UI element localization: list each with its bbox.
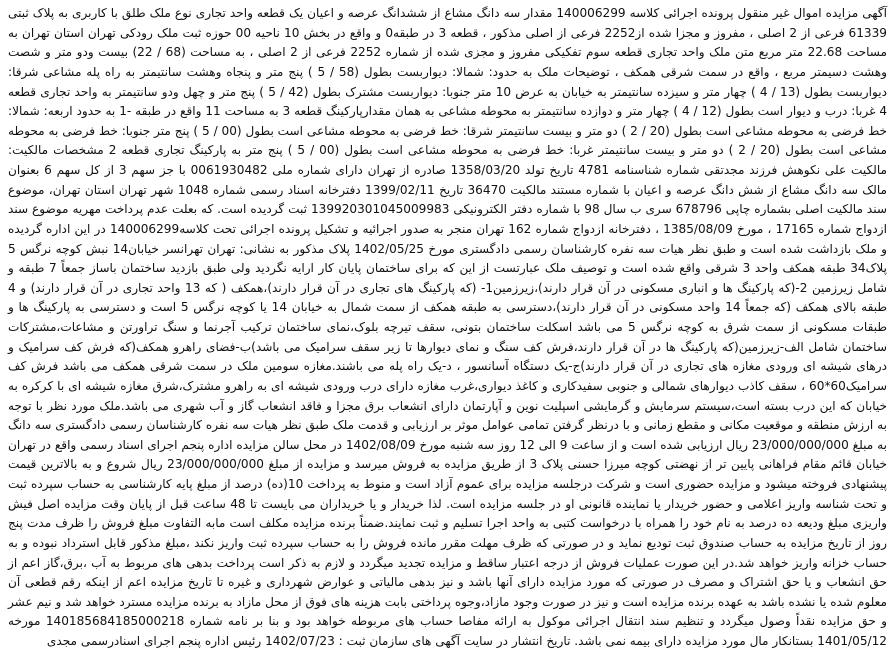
auction-notice-text: آگهی مزایده اموال غیر منقول پرونده اجرائی کلاسه 140006299 مقدار سه دانگ مشاع از ششدانگ عرصه و اعیان یک قطعه واحد تجاری نوع ملک طلق با کاربری به پلاک ثبتی 61339 فرعی از 2 اصلی ، مفروز و مجزا شده از2252 فرعی از اصلی مذکور ، قطعه 3 در طبقه0 و واقع در بخش 10 ناحیه 00 حوزه ثبت ملک رودکی تهران استان تهران به مساحت 22.68 متر مربع متن ملک واحد تجاری قطعه سوم تفکیکی مفروز و مجزی شده از شماره 2252 فرعی از 2 اصلی ، به مساحت (68 / 22) بیست ودو متر و شصت وهشت دسیمتر مربع ، واقع در سمت شرقی همکف ، توضیحات ملک به حدود: شمالا: دیواربست بطول (58 / 5 ) پنج متر و پنجاه وهشت سانتیمتر به راه پله مشاعی شرقا: دیواربست بطول (13 / 4 ) چهار متر و سیزده سانتیمتر به خیابان به عرض 10 متر جنوبا: دیواربست مشترک بطول (42 / 5 ) پنج متر و چهل ودو سانتیمتر به واحد تجاری قطعه 4 غربا: درب و دیوار است بطول (12 / 4 ) چهار متر و دوازده سانتیمتر به محوطه مشاعی به همان مقدارپارکینگ قطعه 3 به مساحت 11 واقع در طبقه -1 به حدود اربعه: شمالا: خط فرضی به محوطه مشاعی است بطول (20 / 2 ) دو متر و بیست سانتیمتر شرقا: خط فرضی به محوطه مشاعی است بطول (00 / 5 ) پنج متر جنوبا: خط فرضی به محوطه مشاعی است بطول (20 / 2 ) دو متر و بیست سانتیمتر غربا: خط فرضی به محوطه مشاعی است بطول (00 / 5 ) پنج متر به پارکینگ تجاری قطعه 2 مشخصات مالکیت: مالکیت علی نکوهش فرزند مجدتقی شماره شناسنامه 4781 تاریخ تولد 1358/03/20 صادره از تهران دارای شماره ملی 0061930482 با جز سهم 3 از کل سهم 6 بعنوان مالک سه دانگ مشاع از شش دانگ عرصه و اعیان با شماره مستند مالکیت 36470 تاریخ 1399/02/11 دفترخانه اسناد رسمی شماره 1048 شهر تهران استان تهران، موضوع سند مالکیت اصلی بشماره چاپی 678796 سری ب سال 98 با شماره دفتر الکترونیکی 139920301045009983 ثبت گردیده است. که بعلت عدم پرداخت مهریه موضوع سند ازدواج شماره 17165 ، مورخ 1385/08/09 ، دفترخانه ازدواج شماره 162 تهران منجر به صدور اجرائیه و تشکیل پرونده اجرائی تحت کلاسه140006299 در این اداره گردیده و ملک بازداشت شده است و طبق نظر هیات سه نفره کارشناسان رسمی دادگستری مورخ 1402/05/25 پلاک مذکور به نشانی: تهران تهرانسر خیابان14 نبش کوچه نرگس 5 پلاک34 طبقه همکف واحد 3 شرقی واقع شده است و توصیف ملک عبارتست از این که برای ساختمان پایان کار ارایه نگردید ولی طبق بازدید ساختمان باساز جمعاً 7 طبقه و شامل زیرزمین 2-(که پارکینگ ها و انباری مسکونی در آن قرار دارند)،زیرزمین1- (که پارکینگ های تجاری در آن قرار دارند)،همکف ( که 13 واحد تجاری در آن قرار دارند) و 4 طبقه بالای همکف (که جمعاً 14 واحد مسکونی در آن قرار دارند)،دسترسی به طبقه همکف از سمت شمال به خیابان 14 یا کوچه نرگس 5 است و دسترسی به پارکینگ ها و طبقات مسکونی از سمت شرق به کوچه نرگس 5 می باشد اسکلت ساختمان بتونی، سقف تیرچه بلوک،نمای ساختمان ترکیب آجرنما و سنگ تراورتن و مشاعات،مشترکات ساختمان شامل الف-زیرزمین(که پارکینگ ها در آن قرار دارند،فرش کف سنگ و نمای دیوارها تا زیر سقف سرامیک می باشد)ب-فضای راهرو همکف(که فرش کف سرامیک و درهای شیشه ای ورودی مغازه های تجاری در آن قرار دارند)ج-یک دستگاه آسانسور ، د-یک راه پله می باشند.مغازه سومین ملک در سمت شرقی همکف می باشد فرش کف سرامیک60*60 ، سقف کاذب دیوارهای شمالی و جنوبی سفیدکاری و کاغذ دیواری،غرب مغازه دارای درب ورودی شیشه ای به راهرو مشترک،شرق مغازه شیشه ای با کرکره به خیابان که این درب بسته است،سیستم سرمایش و گرمایشی اسپلیت نوین و آپارتمان دارای انشعاب برق مجزا و فاقد انشعاب گاز و آب شهری می باشد.ملک مورد نظر با توجه به ارزش منطقه و موقعیت مکانی و مقطع زمانی و با درنظر گرفتن تمامی عوامل موثر بر ارزیابی و قدمت ملک طبق نظر هیات سه نفره کارشناسان رسمی دادگستری سه دانگ به مبلغ 23/000/000/000 ریال ارزیابی شده است و از ساعت 9 الی 12 روز سه شنبه مورخ 1402/08/09 در محل سالن مزایده اداره پنجم اجرای اسناد رسمی واقع در تهران خیابان قائم مقام فراهانی پایین تر از نهضتی کوچه میرزا حسنی پلاک 3 از طریق مزایده به فروش میرسد و مزایده از مبلغ 23/000/000/000 ریال شروع و به بالاترین قیمت پیشنهادی فروخته میشود و مزایده حضوری است و شرکت درجلسه مزایده برای عموم آزاد است و منوط به پرداخت 10(ده) درصد از مبلغ پایه کارشناسی به حساب سپرده ثبت و تحت شناسه واریز اعلامی و حضور خریدار یا نماینده قانونی او در جلسه مزایده است. لذا خریدار و یا خریداران می بایست تا 48 ساعت قبل از پایان وقت مزایده اصل فیش واریزی مبلغ ودیعه ده درصد به نام خود را همراه با درخواست کتبی به واحد اجرا تسلیم و ثبت نمایند.ضمناً برنده مزایده مکلف است مابه التفاوت مبلغ فروش را ظرف مدت پنج روز از تاریخ مزایده به حساب صندوق ثبت تودیع نماید و در صورتی که ظرف مهلت مقرر مانده فروش را به حساب سپرده ثبت واریز نکند ،مبلغ مذکور قابل استرداد نبوده و به حساب خزانه واریز خواهد شد.در این صورت عملیات فروش از درجه اعتبار ساقط و مزایده تجدید میگردد و لازم به ذکر است پرداخت بدهی های مربوط به آب ،برق،گاز اعم از حق انشعاب و یا حق اشتراک و مصرف در صورتی که مورد مزایده دارای آنها باشد و نیز بدهی مالیاتی و عوارض شهرداری و غیره تا تاریخ مزایده اعم از اینکه رقم قطعی آن معلوم شده یا نشده باشد به عهده برنده مزایده است و نیز در صورت وجود مازاد،وجوه پرداختی بابت هزینه های فوق از محل مازاد به برنده مزایده مسترد خواهد شد و نیم عشر و حق مزایده نقداً وصول میگردد و تنظیم سند انتقال اجرائی موکول به ارائه مفاصا حساب های مربوطه خواهد بود و بنا بر نامه شماره 140185684185000218 مورخه 1401/05/12 بستانکار مال مورد مزایده دارای بیمه نمی باشد. تاریخ انتشار در سایت آگهی های سازمان ثبت : 1402/07/23 رئیس اداره پنجم اجرای اسنادرسمی مجدی: [8, 6, 888, 648]
